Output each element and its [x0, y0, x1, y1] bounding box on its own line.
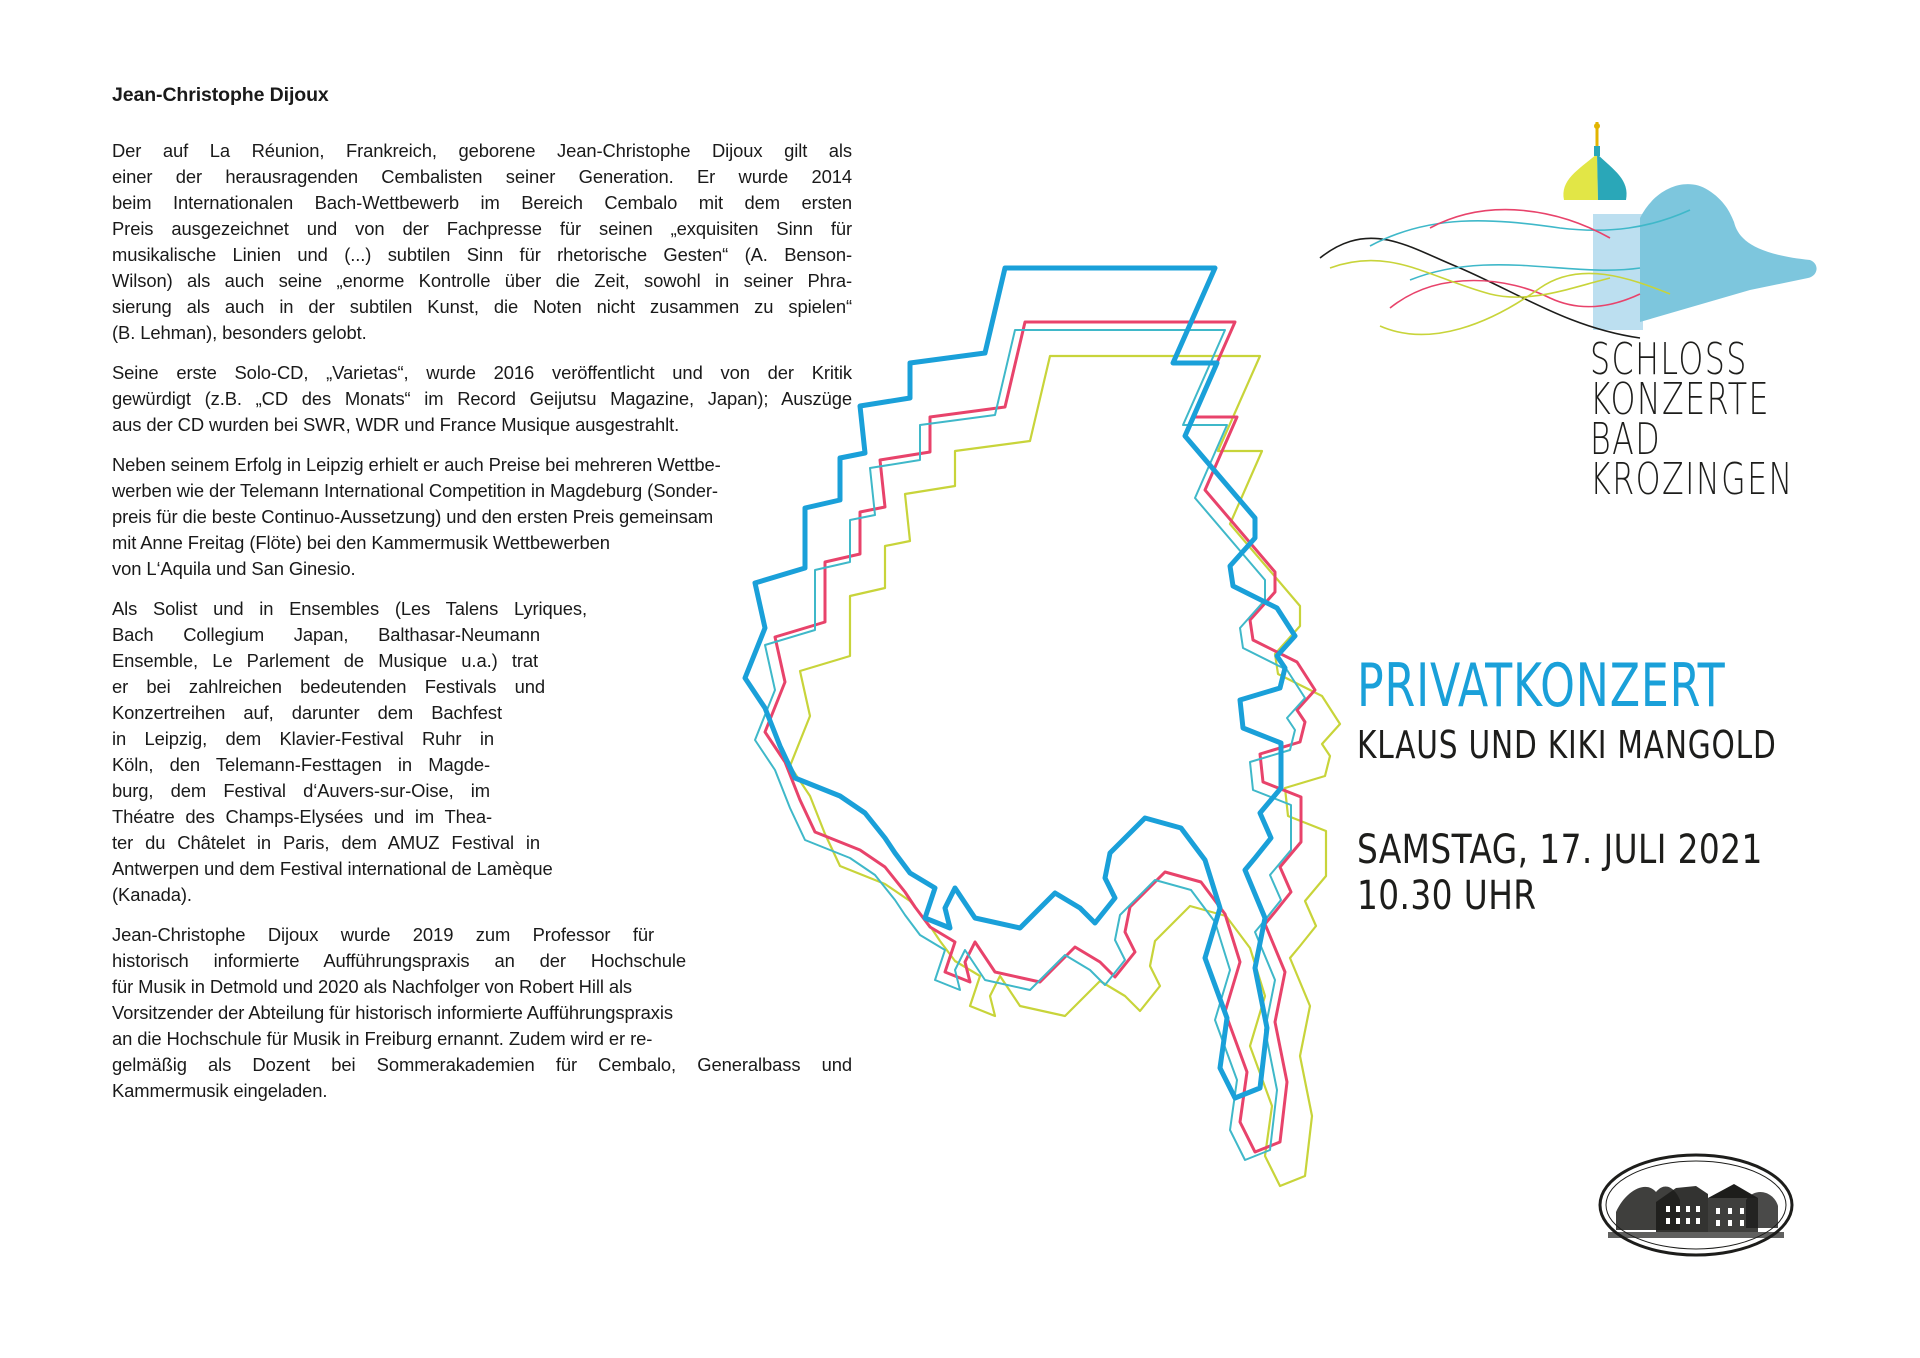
text-line: einer der herausragenden Cembalisten seiner Generation. Er wurde 2014	[112, 166, 852, 187]
text-line: (B. Lehman), besonders gelobt.	[112, 322, 367, 343]
logo-line: SCHLOSS	[1590, 334, 1748, 385]
event-time: 10.30 UHR	[1357, 873, 1537, 919]
biography-paragraph-1	[112, 138, 852, 346]
schlosskonzerte-logo-graphic	[1310, 118, 1850, 358]
biography-column	[112, 82, 852, 1118]
text-line: Bach Collegium Japan, Balthasar-Neumann	[112, 624, 540, 645]
onion-dome-icon	[1563, 122, 1626, 200]
text-line: er bei zahlreichen bedeutenden Festivals und	[112, 676, 545, 697]
text-line: Théatre des Champs-Elysées und im Thea-	[112, 806, 492, 827]
text-line: (Kanada).	[112, 884, 192, 905]
text-line: Antwerpen und dem Festival international de Lamèque	[112, 858, 553, 879]
biography-heading: Jean-Christophe Dijoux	[112, 84, 329, 106]
text-line: Ensemble, Le Parlement de Musique u.a.) trat	[112, 650, 538, 671]
text-line: gewürdigt (z.B. „CD des Monats“ im Record Geijutsu Magazine, Japan); Auszüge	[112, 388, 852, 409]
text-line: burg, dem Festival d‘Auvers-sur-Oise, im	[112, 780, 490, 801]
text-line: Jean-Christophe Dijoux wurde 2019 zum Professor für	[112, 924, 654, 945]
text-line: aus der CD wurden bei SWR, WDR und France Musique ausgestrahlt.	[112, 414, 680, 435]
harpsichord-logo-icon	[1593, 184, 1817, 330]
text-line: ter du Châtelet in Paris, dem AMUZ Festival in	[112, 832, 540, 853]
logo-line: KONZERTE	[1590, 374, 1770, 425]
text-line: Wilson) als auch seine „enorme Kontrolle über die Zeit, sowohl in seiner Phra-	[112, 270, 852, 291]
text-line: Köln, den Telemann-Festtagen in Magde-	[112, 754, 490, 775]
text-line: an die Hochschule für Musik in Freiburg ernannt. Zudem wird er re-	[112, 1028, 653, 1049]
text-line: Seine erste Solo-CD, „Varietas“, wurde 2016 veröffentlicht und von der Kritik	[112, 362, 852, 383]
biography-paragraph-3	[112, 452, 852, 582]
text-line: werben wie der Telemann International Competition in Magdeburg (Sonder-	[112, 480, 718, 501]
biography-paragraph-4	[112, 596, 852, 908]
text-line: für Musik in Detmold und 2020 als Nachfolger von Robert Hill als	[112, 976, 633, 997]
text-line: Preis ausgezeichnet und von der Fachpresse für seinen „exquisiten Sinn für	[112, 218, 852, 239]
event-title: PRIVATKONZERT	[1357, 651, 1726, 721]
logo-line: BAD	[1590, 414, 1662, 465]
castle-seal-image	[1596, 1150, 1796, 1260]
text-line: beim Internationalen Bach-Wettbewerb im Bereich Cembalo mit dem ersten	[112, 192, 852, 213]
text-line: gelmäßig als Dozent bei Sommerakademien für Cembalo, Generalbass und	[112, 1054, 852, 1075]
event-artists: KLAUS UND KIKI MANGOLD	[1357, 723, 1777, 767]
event-date: SAMSTAG, 17. JULI 2021	[1357, 827, 1763, 873]
text-line: Neben seinem Erfolg in Leipzig erhielt er auch Preise bei mehreren Wettbe-	[112, 454, 721, 475]
text-line: Der auf La Réunion, Frankreich, geborene Jean-Christophe Dijoux gilt als	[112, 140, 852, 161]
piano-outline-yellow	[790, 356, 1340, 1186]
text-line: musikalische Linien und (...) subtilen Sinn für rhetorische Gesten“ (A. Benson-	[112, 244, 852, 265]
text-line: in Leipzig, dem Klavier-Festival Ruhr in	[112, 728, 494, 749]
text-line: Kammermusik eingeladen.	[112, 1080, 328, 1101]
text-line: Als Solist und in Ensembles (Les Talens Lyriques,	[112, 598, 587, 619]
text-line: Vorsitzender der Abteilung für historisch informierte Aufführungspraxis	[112, 1002, 673, 1023]
text-line: preis für die beste Continuo-Aussetzung) und den ersten Preis gemeinsam	[112, 506, 714, 527]
text-line: mit Anne Freitag (Flöte) bei den Kammermusik Wettbewerben	[112, 532, 610, 553]
text-line: von L‘Aquila und San Ginesio.	[112, 558, 356, 579]
schlosskonzerte-logo-wordmark	[1590, 334, 1794, 505]
text-line: Konzertreihen auf, darunter dem Bachfest	[112, 702, 502, 723]
text-line: historisch informierte Aufführungspraxis an der Hochschule	[112, 950, 686, 971]
logo-line: KROZINGEN	[1590, 454, 1794, 505]
biography-paragraph-2	[112, 360, 852, 438]
biography-paragraph-5	[112, 922, 852, 1104]
text-line: sierung als auch in der subtilen Kunst, die Noten nicht zusammen zu spielen“	[112, 296, 852, 317]
